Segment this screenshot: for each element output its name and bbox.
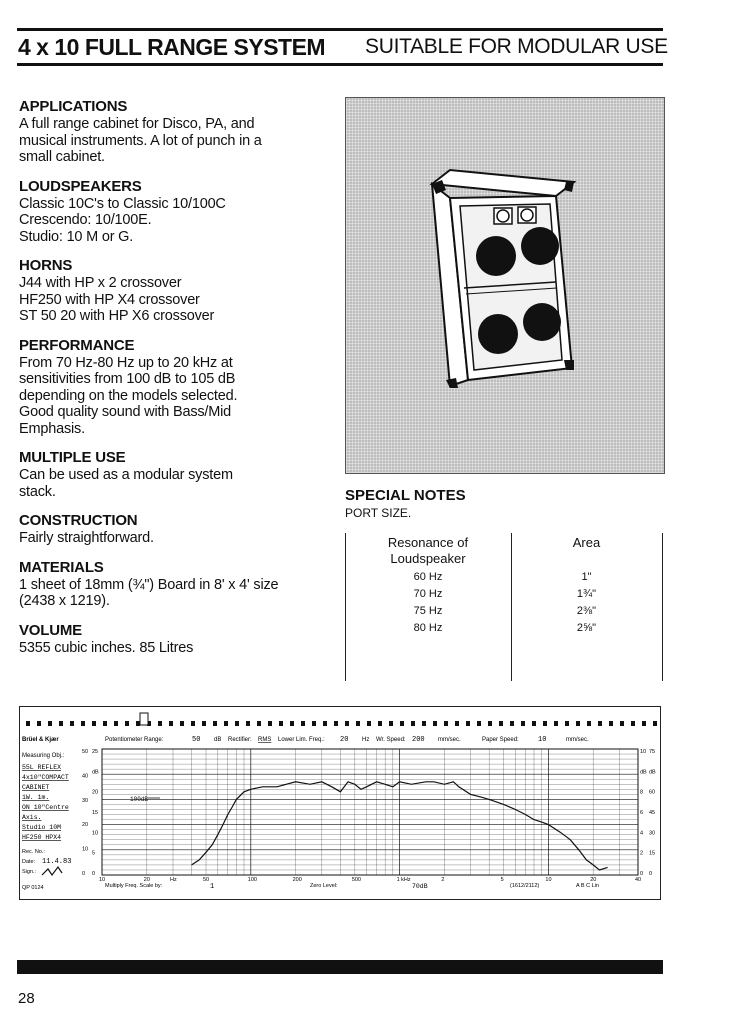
- x-tick-label: 500: [351, 877, 362, 883]
- section-text: 1 sheet of 18mm (¾") Board in 8' x 4' size: [19, 576, 279, 593]
- sprocket-hole: [587, 721, 591, 726]
- paper-speed-unit: mm/sec.: [566, 737, 589, 743]
- x-tick-label: 1 kHz: [396, 877, 411, 883]
- sprocket-hole: [642, 721, 646, 726]
- page-number: 28: [18, 990, 35, 1007]
- table-cell: 60 Hz: [413, 571, 443, 583]
- y-tick-label-left-inner: 15: [92, 810, 99, 816]
- sprocket-strip: [26, 721, 657, 726]
- column-header-resonance: [345, 535, 511, 567]
- y-tick-label-right-outer: 75: [649, 749, 656, 755]
- header-rule-top: [17, 28, 663, 31]
- sprocket-hole: [444, 721, 448, 726]
- section-text: Fairly straightforward.: [19, 530, 154, 546]
- measuring-obj-line: 55L REFLEX: [22, 764, 62, 771]
- y-tick-label-right: 10: [640, 749, 647, 755]
- section-loudspeakers: [19, 178, 339, 246]
- section-text: stack.: [19, 483, 56, 500]
- header-line: Loudspeaker: [390, 551, 466, 566]
- y-tick-label-right: 2: [640, 850, 644, 857]
- measuring-obj-line: 1W. 1m.: [22, 794, 50, 801]
- sprocket-hole: [257, 721, 261, 726]
- section-heading: VOLUME: [19, 621, 82, 639]
- sprocket-hole: [59, 721, 63, 726]
- sprocket-hole: [37, 721, 41, 726]
- section-text: (2438 x 1219).: [19, 593, 110, 609]
- header-line: Resonance of: [387, 535, 469, 550]
- section-text: Crescendo: 10/100E.: [19, 212, 152, 228]
- table-cell: 1": [581, 571, 592, 583]
- y-tick-label-right: dB: [640, 769, 647, 776]
- section-text: Good quality sound with Bass/Mid: [19, 404, 232, 420]
- y-tick-label-left-outer: 30: [82, 797, 89, 804]
- x-tick-label: 2: [441, 877, 445, 883]
- sprocket-hole: [125, 721, 129, 726]
- sprocket-hole: [246, 721, 250, 726]
- y-axis-labels: [82, 749, 656, 877]
- sprocket-hole: [290, 721, 294, 726]
- sprocket-hole: [48, 721, 52, 726]
- section-text: HF250 with HP X4 crossover: [19, 291, 200, 308]
- sprocket-hole: [521, 721, 525, 726]
- sprocket-hole: [433, 721, 437, 726]
- y-tick-label-left-inner: 10: [92, 830, 99, 837]
- sprocket-hole: [114, 721, 118, 726]
- x-tick-label: 10: [545, 877, 552, 883]
- plot-frame: [102, 749, 638, 875]
- sprocket-hole: [477, 721, 481, 726]
- special-notes-subheading: PORT SIZE.: [345, 506, 412, 520]
- sprocket-hole: [488, 721, 492, 726]
- y-tick-label-right: 4: [640, 830, 644, 837]
- y-tick-label-left-outer: 10: [82, 846, 89, 853]
- section-text: musical instruments. A lot of punch in a: [19, 132, 262, 149]
- measuring-obj-line: HF250 HPX4: [22, 834, 62, 841]
- sprocket-hole: [609, 721, 613, 726]
- sprocket-hole: [345, 721, 349, 726]
- y-tick-label-right-outer: 0: [649, 871, 653, 877]
- section-text: small cabinet.: [19, 149, 105, 165]
- frequency-response-chart: [19, 706, 661, 900]
- measuring-obj-notes: [22, 764, 69, 841]
- wr-speed-unit: mm/sec.: [438, 737, 461, 743]
- sprocket-hole: [191, 721, 195, 726]
- x-tick-label: Hz: [169, 877, 177, 883]
- multiply-label: Multiply Freq. Scale by:: [105, 883, 163, 889]
- section-heading: MATERIALS: [19, 558, 104, 576]
- x-tick-label: 10: [99, 877, 106, 883]
- port-size-table: [345, 533, 663, 681]
- sprocket-hole: [235, 721, 239, 726]
- zero-level-value: 70dB: [412, 883, 428, 890]
- sprocket-hole: [576, 721, 580, 726]
- x-tick-label: 50: [203, 877, 210, 883]
- sprocket-hole: [400, 721, 404, 726]
- table-divider: [662, 533, 663, 681]
- wr-speed-value: 200: [412, 736, 425, 744]
- rectifier-label: Rectifier:: [228, 737, 252, 743]
- brand-label: Brüel & Kjær: [22, 737, 59, 743]
- pot-range-unit: dB: [214, 737, 222, 743]
- y-tick-label-right-outer: 60: [649, 789, 656, 796]
- section-heading: MULTIPLE USE: [19, 449, 126, 466]
- y-tick-label-left-inner: dB: [92, 769, 99, 776]
- rec-no-label: Rec. No.:: [22, 849, 45, 855]
- section-multiple-use: [19, 449, 339, 500]
- y-tick-label-left-outer: 40: [82, 773, 89, 780]
- x-tick-label: 20: [143, 877, 150, 883]
- sprocket-hole: [554, 721, 558, 726]
- measuring-obj-line: Axis.: [22, 814, 42, 821]
- table-cell: 80 Hz: [413, 622, 443, 634]
- x-tick-label: 200: [292, 877, 302, 883]
- section-text: J44 with HP x 2 crossover: [19, 275, 182, 291]
- table-cell: 2⅜": [576, 605, 597, 617]
- sprocket-hole: [455, 721, 459, 726]
- table-cell: 1¾": [576, 588, 597, 600]
- y-tick-label-left-outer: 0: [82, 871, 86, 877]
- sprocket-hole: [334, 721, 338, 726]
- weighting-labels: A B C Lin: [576, 883, 599, 889]
- y-tick-label-right-outer: 45: [649, 810, 656, 816]
- sprocket-hole: [70, 721, 74, 726]
- sprocket-hole: [323, 721, 327, 726]
- x-axis-labels: [99, 877, 641, 883]
- page-subtitle: SUITABLE FOR MODULAR USE: [365, 35, 668, 58]
- sprocket-hole: [169, 721, 173, 726]
- sprocket-hole: [180, 721, 184, 726]
- section-text: Can be used as a modular system: [19, 467, 233, 483]
- sprocket-hole: [532, 721, 536, 726]
- section-heading: APPLICATIONS: [19, 98, 128, 115]
- y-tick-label-right-outer: 30: [649, 830, 656, 837]
- form-number: QP 0124: [22, 885, 44, 891]
- section-text: Studio: 10 M or G.: [19, 228, 134, 245]
- sprocket-hole: [631, 721, 635, 726]
- special-notes-heading: SPECIAL NOTES: [345, 487, 466, 504]
- table-cell: 70 Hz: [413, 588, 443, 600]
- page-title: 4 x 10 FULL RANGE SYSTEM: [18, 34, 326, 60]
- sprocket-hole: [499, 721, 503, 726]
- table-cell: 75 Hz: [413, 605, 443, 617]
- sprocket-hole: [598, 721, 602, 726]
- section-text: From 70 Hz-80 Hz up to 20 kHz at: [19, 354, 233, 371]
- section-text: Emphasis.: [19, 420, 85, 437]
- sign-label: Sign.:: [22, 869, 37, 875]
- section-heading: LOUDSPEAKERS: [19, 177, 142, 195]
- x-tick-label: 40: [635, 877, 642, 883]
- lower-lim-unit: Hz: [362, 737, 370, 743]
- sprocket-hole: [158, 721, 162, 726]
- section-text: ST 50 20 with HP X6 crossover: [19, 308, 215, 324]
- sprocket-hole: [103, 721, 107, 726]
- measuring-obj-line: ON 10"Centre: [22, 804, 69, 811]
- date-value: 11.4.83: [42, 858, 72, 866]
- cabinet-drawing: [346, 98, 664, 473]
- chart-svg: [20, 707, 660, 899]
- section-construction: [19, 512, 339, 547]
- chart-grid: [102, 749, 638, 875]
- sprocket-hole: [422, 721, 426, 726]
- date-label: Date:: [22, 859, 36, 865]
- sprocket-hole: [653, 721, 657, 726]
- section-heading: PERFORMANCE: [19, 336, 135, 354]
- zero-level-label: Zero Level:: [310, 883, 338, 889]
- section-horns: [19, 257, 339, 325]
- lower-lim-value: 20: [340, 736, 349, 744]
- section-materials: [19, 559, 339, 610]
- y-tick-label-left-inner: 0: [92, 871, 96, 877]
- section-heading: HORNS: [19, 257, 73, 274]
- sprocket-hole: [565, 721, 569, 726]
- paper-speed-label: Paper Speed:: [482, 737, 519, 743]
- sprocket-hole: [136, 721, 140, 726]
- sprocket-hole: [356, 721, 360, 726]
- sprocket-hole: [389, 721, 393, 726]
- footer-rule: [17, 960, 663, 974]
- y-tick-label-left-outer: 20: [82, 822, 89, 829]
- rectifier-value: RMS: [258, 737, 272, 743]
- column-header-area: Area: [572, 535, 601, 550]
- section-text: Classic 10C's to Classic 10/100C: [19, 195, 226, 212]
- sprocket-hole: [26, 721, 30, 726]
- sprocket-hole: [466, 721, 470, 726]
- measuring-obj-label: Measuring Obj.:: [22, 753, 65, 759]
- y-tick-label-right: 0: [640, 871, 644, 877]
- pot-range-value: 50: [192, 736, 201, 744]
- sprocket-hole: [81, 721, 85, 726]
- x-tick-label: 5: [500, 877, 504, 883]
- section-text: depending on the models selected.: [19, 387, 238, 404]
- sprocket-hole: [620, 721, 624, 726]
- y-tick-label-right-outer: dB: [649, 769, 656, 776]
- sprocket-hole: [411, 721, 415, 726]
- y-tick-label-left-inner: 25: [92, 749, 99, 755]
- measuring-obj-line: CABINET: [22, 784, 50, 791]
- sprocket-hole: [224, 721, 228, 726]
- signature-scribble: [42, 867, 62, 875]
- sprocket-hole: [378, 721, 382, 726]
- chart-marker: [140, 713, 148, 725]
- spec-sections: [19, 98, 339, 668]
- pot-range-label: Potentiometer Range:: [105, 737, 164, 743]
- header-rule-bottom: [17, 63, 663, 66]
- wr-speed-label: Wr. Speed:: [376, 737, 406, 743]
- section-text: A full range cabinet for Disco, PA, and: [19, 116, 255, 132]
- sprocket-hole: [312, 721, 316, 726]
- section-text: 5355 cubic inches. 85 Litres: [19, 639, 194, 656]
- y-tick-label-left-inner: 20: [92, 789, 99, 796]
- y-tick-label-right: 6: [640, 810, 644, 816]
- measuring-obj-line: 4x10"COMPACT: [22, 774, 69, 781]
- measuring-obj-line: Studio 10M: [22, 824, 62, 831]
- sprocket-hole: [92, 721, 96, 726]
- x-tick-label: 20: [590, 877, 597, 883]
- lower-lim-label: Lower Lim. Freq.:: [278, 737, 325, 743]
- sprocket-hole: [301, 721, 305, 726]
- multiply-value: 1: [210, 883, 215, 891]
- reference-level-annotation: 100dB: [130, 796, 149, 803]
- part-number: (1612/2112): [510, 883, 540, 889]
- section-applications: [19, 98, 339, 166]
- sprocket-hole: [510, 721, 514, 726]
- sprocket-hole: [367, 721, 371, 726]
- y-tick-label-left-inner: 5: [92, 850, 96, 857]
- paper-speed-value: 10: [538, 736, 547, 744]
- sprocket-hole: [202, 721, 206, 726]
- sprocket-hole: [213, 721, 217, 726]
- section-volume: [19, 622, 339, 657]
- table-cell: 2⅝": [576, 622, 597, 634]
- section-performance: [19, 337, 339, 438]
- y-tick-label-left-outer: 50: [82, 749, 89, 755]
- section-text: sensitivities from 100 dB to 105 dB: [19, 371, 236, 387]
- y-tick-label-right: 8: [640, 789, 644, 796]
- sprocket-hole: [543, 721, 547, 726]
- sprocket-hole: [279, 721, 283, 726]
- x-tick-label: 100: [247, 877, 257, 883]
- sprocket-hole: [268, 721, 272, 726]
- section-heading: CONSTRUCTION: [19, 512, 138, 529]
- cabinet-illustration: [345, 97, 665, 474]
- y-tick-label-right-outer: 15: [649, 850, 656, 857]
